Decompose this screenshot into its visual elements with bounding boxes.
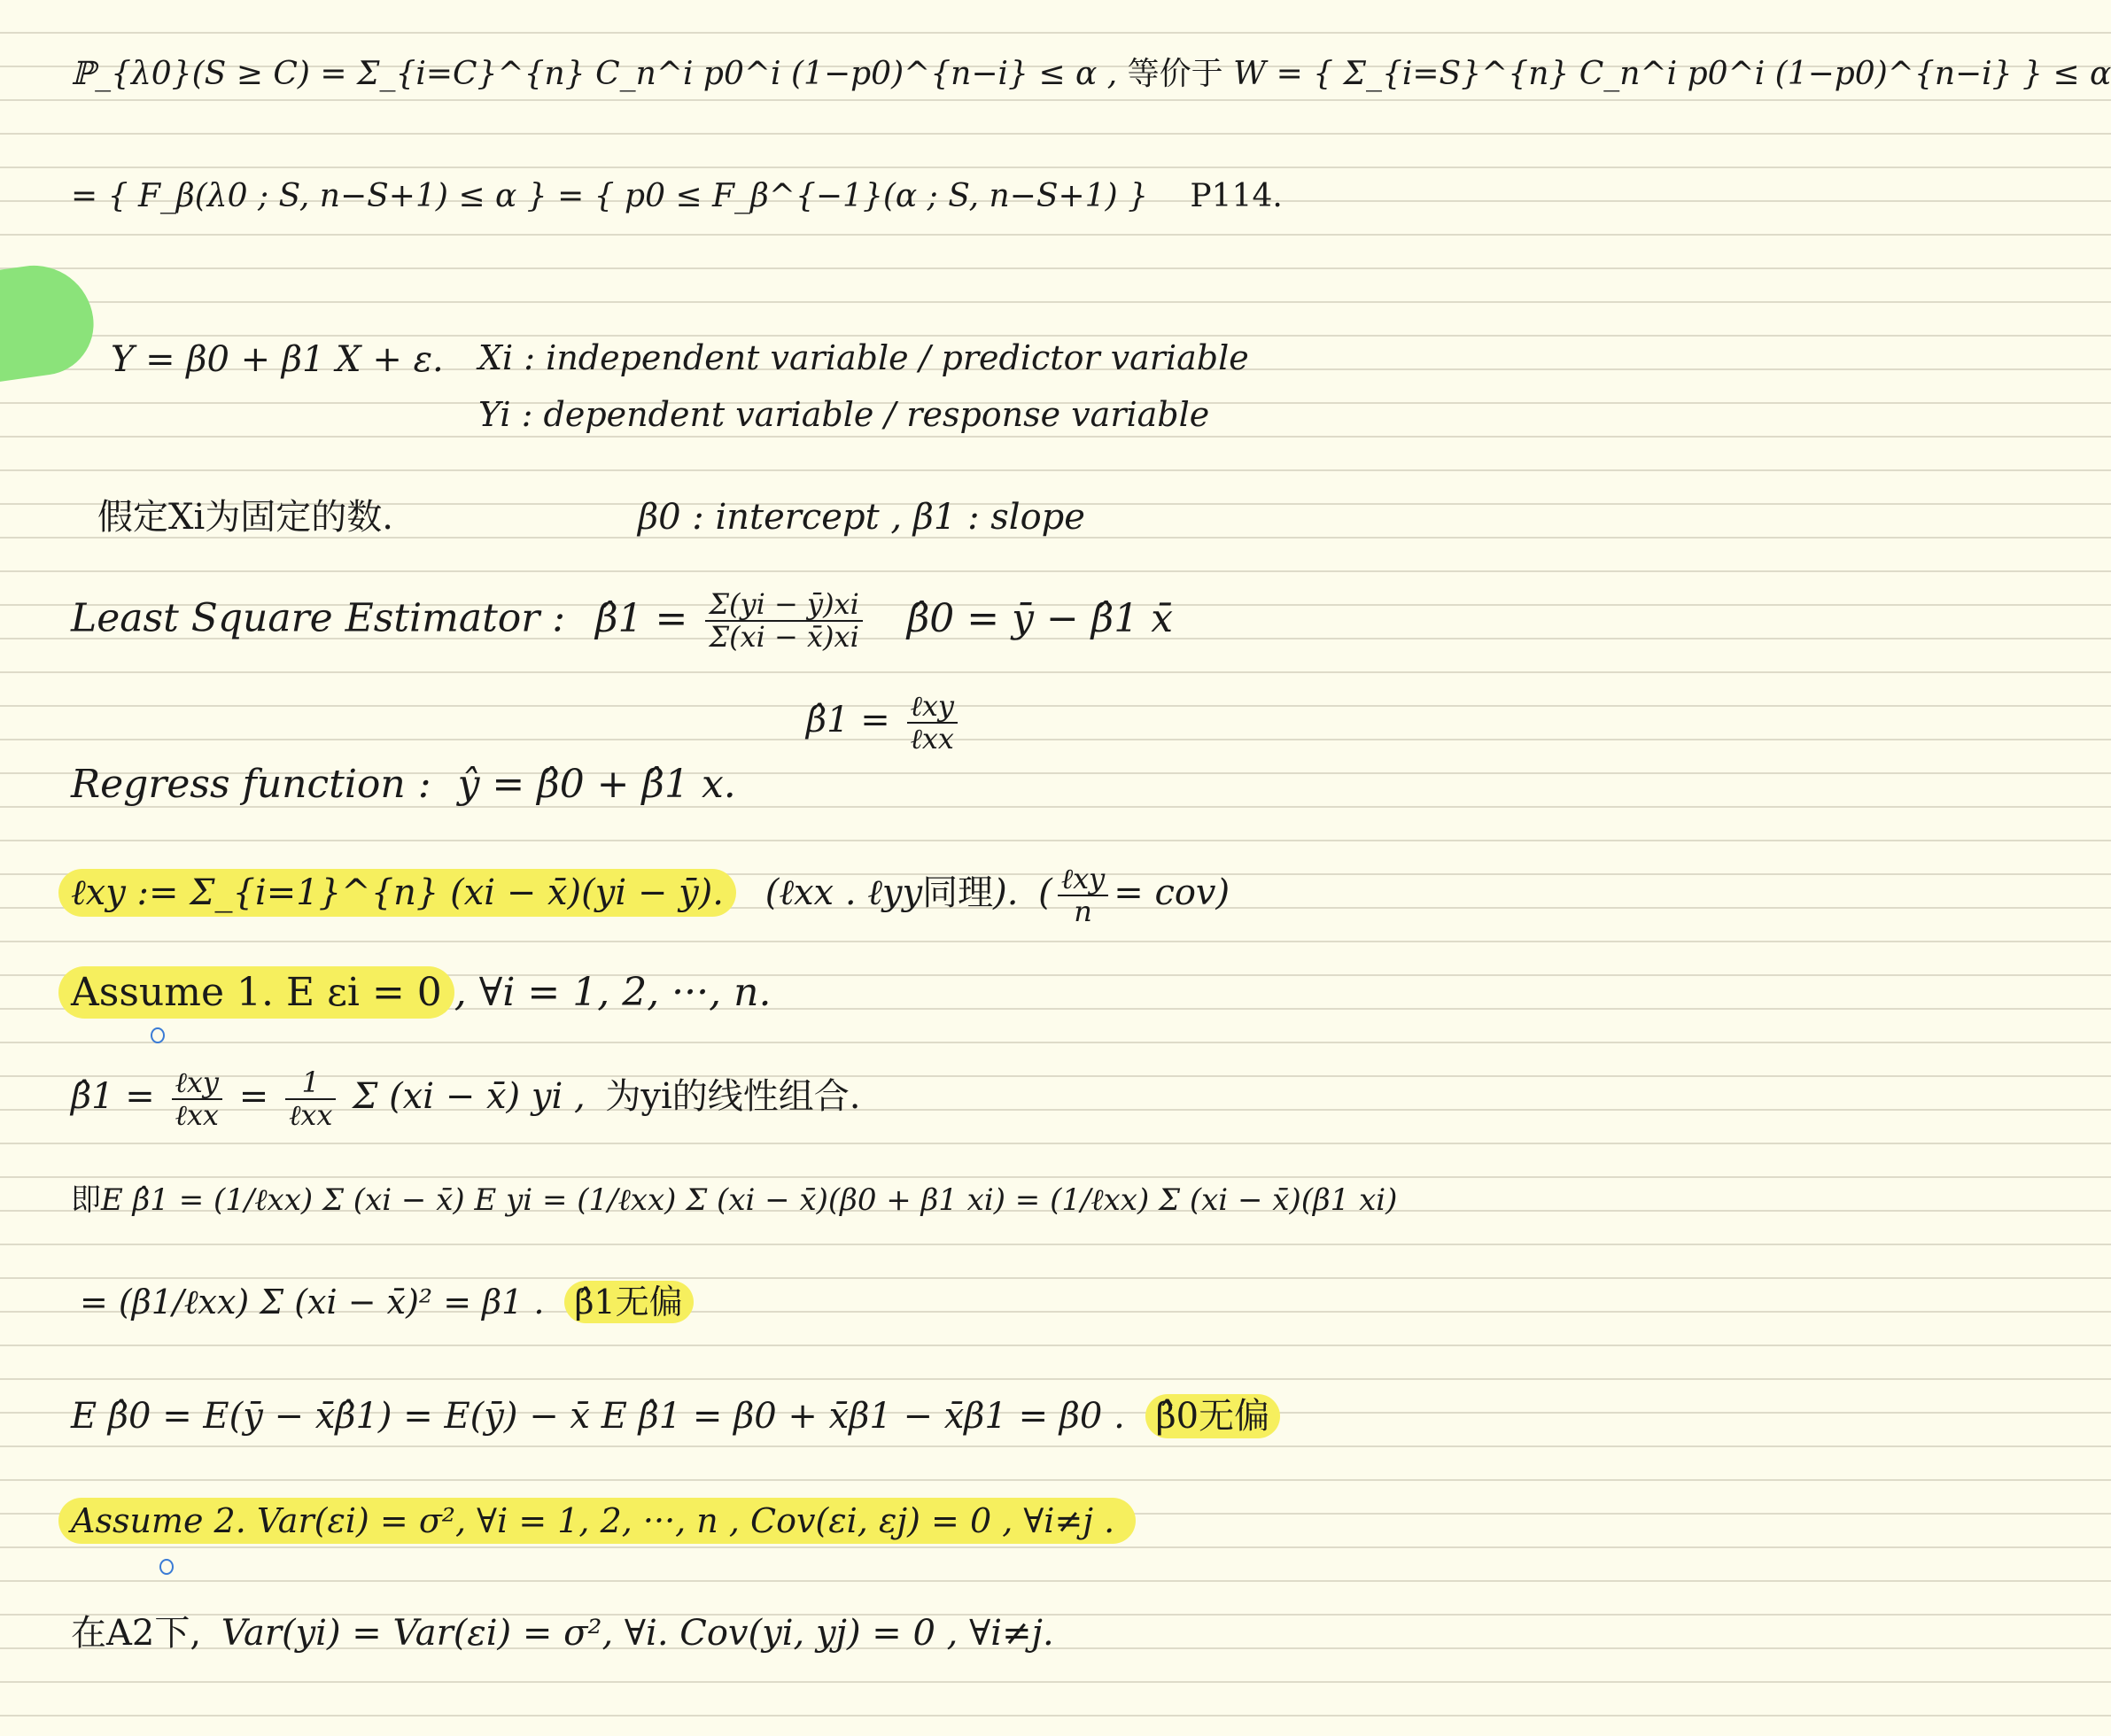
b1-linear-mid: = <box>238 1076 269 1118</box>
exp-beta1-cont-line <box>80 1283 694 1323</box>
regression-model: Y = β0 + β1 X + ε. <box>111 339 444 380</box>
regress-function: ŷ = β̂0 + β̂1 x. <box>457 762 736 807</box>
exp-beta1: E β̂1 = (1/ℓxx) Σ (xi − x̄) E yi = (1/ℓxx) Σ (xi − x̄)(β0 + β1 xi) = (1/ℓxx) Σ (xi − x̄)(β1 xi) <box>101 1182 1398 1218</box>
cov-rhs: = cov <box>1114 872 1216 914</box>
b1-linear-numerator2: 1 <box>285 1067 336 1100</box>
xi-definition: Xi : independent variable / predictor variable <box>478 338 1249 377</box>
regress-label: Regress function : <box>71 762 431 807</box>
lxx-note-same: 同理 <box>922 872 994 914</box>
assume1-line <box>71 970 771 1017</box>
green-highlighter-mark <box>0 258 100 384</box>
assume1-tail: , ∀i = 1, 2, ···, n. <box>454 970 772 1015</box>
beta1-alt-line <box>806 691 963 755</box>
beta-definitions: β0 : intercept , β1 : slope <box>638 497 1085 538</box>
exp-beta1-cont: = (β1/ℓxx) Σ (xi − x̄)² = β1 . <box>80 1283 545 1321</box>
beta1-alt-numerator: ℓxy <box>907 691 958 724</box>
page-reference: P114. <box>1190 178 1283 214</box>
lse-label: Least Square Estimator : <box>71 595 566 641</box>
binomial-test-line <box>71 55 2111 93</box>
xi-fixed-note: 假定Xi为固定的数. <box>97 497 393 538</box>
beta0-unbiased: β̂0无偏 <box>1145 1394 1281 1438</box>
regress-function-line <box>71 762 736 809</box>
rejection-region: W = { Σ_{i=S}^{n} C_n^i p0^i (1−p0)^{n−i} } ≤ α <box>1233 56 2111 92</box>
b1-linear-rhs: Σ (xi − x̄) yi , <box>353 1076 586 1118</box>
b1-linear-denominator: ℓxx <box>175 1098 219 1133</box>
assume2-statement: Assume 2. Var(εi) = σ², ∀i = 1, 2, ···, n , Cov(εi, εj) = 0 , ∀i≠j . <box>58 1498 1136 1544</box>
beta1-hat-denominator: Σ(xi − x̄)xi <box>709 620 859 655</box>
exp-prefix: 即 <box>71 1182 101 1218</box>
b1-linear-lhs: β̂1 = <box>71 1076 155 1118</box>
b1-linear-cn: 为yi的线性组合. <box>605 1076 861 1118</box>
b1-linear-fraction2 <box>285 1067 336 1131</box>
beta1-linear-line <box>71 1067 861 1131</box>
exp-beta0: E β̂0 = E(ȳ − x̄β̂1) = E(ȳ) − x̄ E β̂1 = β0 + x̄β1 − x̄β1 = β0 . <box>71 1396 1125 1437</box>
beta1-hat-lhs: β̂1 = <box>595 595 688 641</box>
beta1-alt-fraction <box>907 691 958 755</box>
assume2-line <box>71 1501 1136 1542</box>
under-a2-line <box>71 1612 1054 1655</box>
lxx-note-a: (ℓxx . ℓyy <box>764 872 923 914</box>
cov-fraction <box>1058 864 1108 927</box>
lxy-definition-line: ℓxy := Σ_{i=1}^{n} (xi − x̄)(yi − ȳ). (ℓxx . ℓyy同理). ( $\frac{\text{ℓxy}}{n}$ = cov) <box>71 864 1230 927</box>
b1-linear-fraction <box>172 1067 222 1131</box>
beta1-alt-lhs: β̂1 = <box>806 700 890 741</box>
beta1-unbiased: β̂1无偏 <box>564 1281 694 1323</box>
cov-denominator: n <box>1074 895 1092 929</box>
exp-beta1-line <box>71 1182 1397 1219</box>
beta1-hat-fraction <box>705 589 862 653</box>
b1-linear-numerator: ℓxy <box>172 1067 222 1100</box>
binomial-prob: ℙ_{λ0}(S ≥ C) = Σ_{i=C}^{n} C_n^i p0^i (1−p0)^{n−i} ≤ α , <box>71 56 1118 92</box>
beta0-hat-estimator: β̂0 = ȳ − β̂1 x̄ <box>906 595 1174 641</box>
lxy-definition: ℓxy := Σ_{i=1}^{n} (xi − x̄)(yi − ȳ). <box>58 869 736 917</box>
assume1-statement: Assume 1. E εi = 0 <box>58 966 454 1019</box>
lxx-note-b: ). <box>993 872 1019 914</box>
equivalent-label: 等价于 <box>1127 56 1223 92</box>
under-a2-label: 在A2下, <box>71 1613 202 1654</box>
beta1-hat-numerator: Σ(yi − ȳ)xi <box>705 589 862 622</box>
cov-numerator: ℓxy <box>1058 864 1108 896</box>
beta-equivalence-line <box>71 177 1283 215</box>
beta-equivalence: = { F_β(λ0 ; S, n−S+1) ≤ α } = { p0 ≤ F_β^{−1}(α ; S, n−S+1) } <box>71 178 1148 214</box>
blue-ink-mark-1 <box>151 1027 165 1043</box>
b1-linear-denominator2: ℓxx <box>288 1098 333 1133</box>
under-a2-result: Var(yi) = Var(εi) = σ², ∀i. Cov(yi, yj) = 0 , ∀i≠j. <box>221 1613 1054 1654</box>
lse-line <box>71 589 1173 653</box>
exp-beta0-line <box>71 1395 1280 1438</box>
beta1-alt-denominator: ℓxx <box>910 722 954 756</box>
blue-ink-mark-2 <box>159 1559 174 1575</box>
yi-definition: Yi : dependent variable / response variable <box>478 395 1210 434</box>
